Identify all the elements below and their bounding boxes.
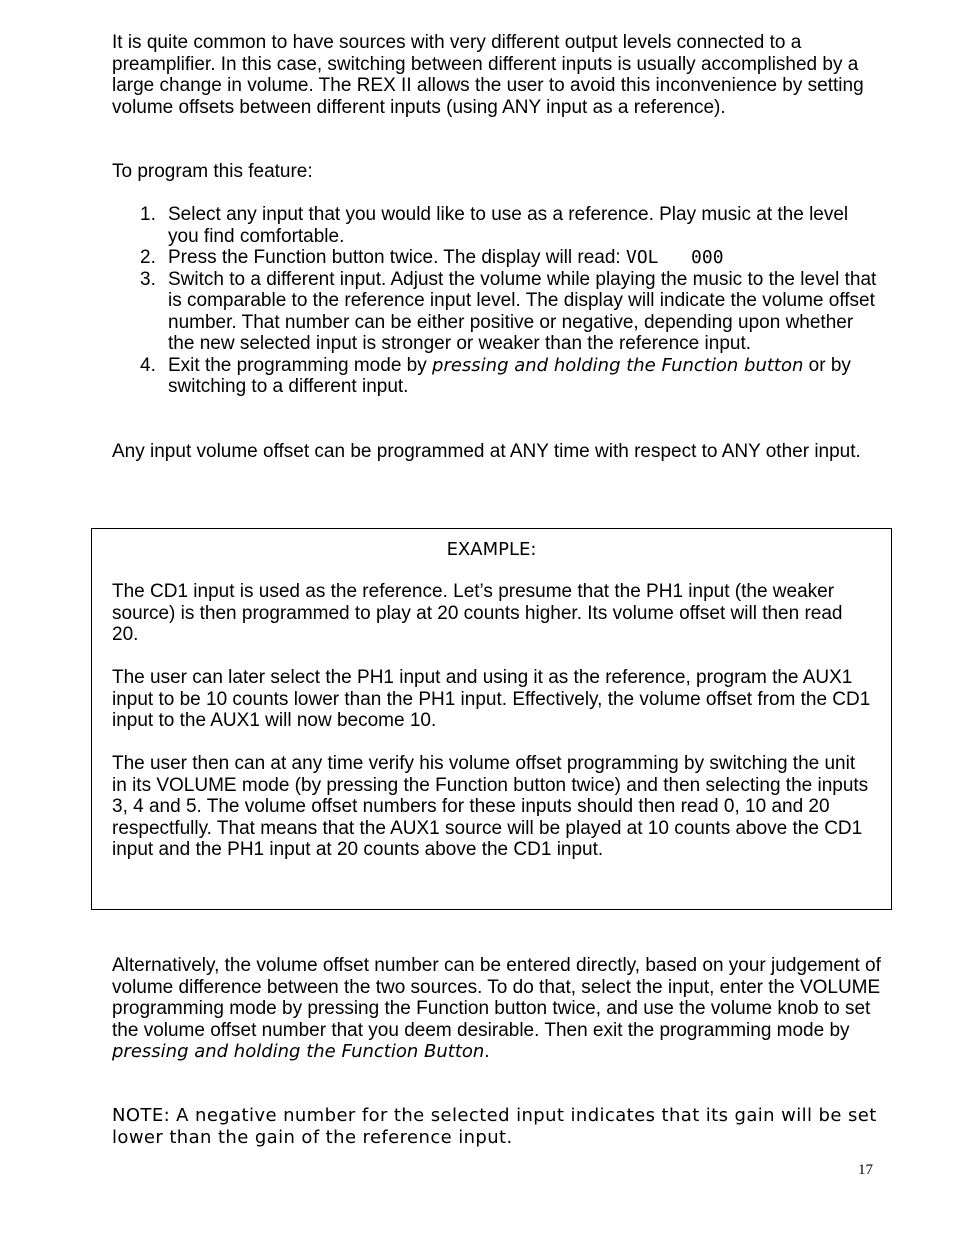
- example-title: EXAMPLE:: [446, 539, 537, 560]
- step-number: 4.: [140, 354, 156, 376]
- step-text: Exit the programming mode by: [168, 354, 433, 376]
- step-number: 1.: [140, 204, 156, 225]
- step-item: [112, 269, 882, 355]
- alternatively-paragraph: [112, 955, 882, 1063]
- alternatively-text-after: .: [484, 1041, 490, 1062]
- note-paragraph: NOTE: A negative number for the selected input indicates that its gain will be set lower than the gain of the reference input.: [112, 1105, 877, 1148]
- step-text: Press the Function button twice. The display will read:: [168, 247, 626, 268]
- step-text: Switch to a different input. Adjust the volume while playing the music to the level that is comparable to the reference input level. The display will indicate the volume offset number. That number can be either positive or negative, depending upon whether the new selected input is stronger or weaker than the reference input.: [168, 268, 877, 354]
- program-heading: To program this feature:: [112, 161, 313, 182]
- step-emphasis: pressing and holding the Function button: [432, 354, 804, 376]
- programming-steps: [112, 204, 882, 398]
- step-item: [112, 355, 882, 398]
- intro-paragraph: It is quite common to have sources with very different output levels connected to a preamplifier. In this case, switching between different inputs is usually accomplished by a large change in volume. The REX II allows the user to avoid this inconvenience by setting volume offsets between different inputs (using ANY input as a reference).: [112, 32, 864, 118]
- step-text-after: or by switching to a different input.: [168, 354, 851, 397]
- display-readout: VOL 000: [626, 247, 724, 268]
- example-paragraph-3: The user then can at any time verify his volume offset programming by switching the unit in its VOLUME mode (by pressing the Function button twice) and then selecting the inputs 3, 4 and 5. The volume offset numbers for these inputs should then read 0, 10 and 20 respectfully. That means that the AUX1 source will be played at 10 counts above the CD1 input and the PH1 input at 20 counts above the CD1 input.: [112, 753, 869, 860]
- step-text: Select any input that you would like to use as a reference. Play music at the level you find comfortable.: [168, 204, 849, 247]
- page-number: 17: [858, 1162, 873, 1178]
- step-number: 3.: [140, 268, 156, 290]
- example-box: [91, 528, 892, 910]
- example-paragraph-2: The user can later select the PH1 input and using it as the reference, program the AUX1 input to be 10 counts lower than the PH1 input. Effectively, the volume offset from the CD1 input to the AUX1 will now become 10.: [112, 667, 871, 731]
- example-paragraph-1: The CD1 input is used as the reference. Let’s presume that the PH1 input (the weaker source) is then programmed to play at 20 counts higher. Its volume offset will then read 20.: [112, 581, 843, 645]
- any-input-paragraph: Any input volume offset can be programmed at ANY time with respect to ANY other input.: [112, 441, 861, 462]
- alternatively-emphasis: pressing and holding the Function Button: [112, 1041, 485, 1062]
- step-item: [112, 204, 882, 247]
- step-number: 2.: [140, 247, 156, 268]
- step-item: [112, 247, 882, 269]
- alternatively-text: Alternatively, the volume offset number can be entered directly, based on your judgement of volume difference between the two sources. To do that, select the input, enter the VOLUME programming mode by pressing the Function button twice, and use the volume knob to set the volume offset number that you deem desirable. Then exit the programming mode by: [112, 955, 881, 1041]
